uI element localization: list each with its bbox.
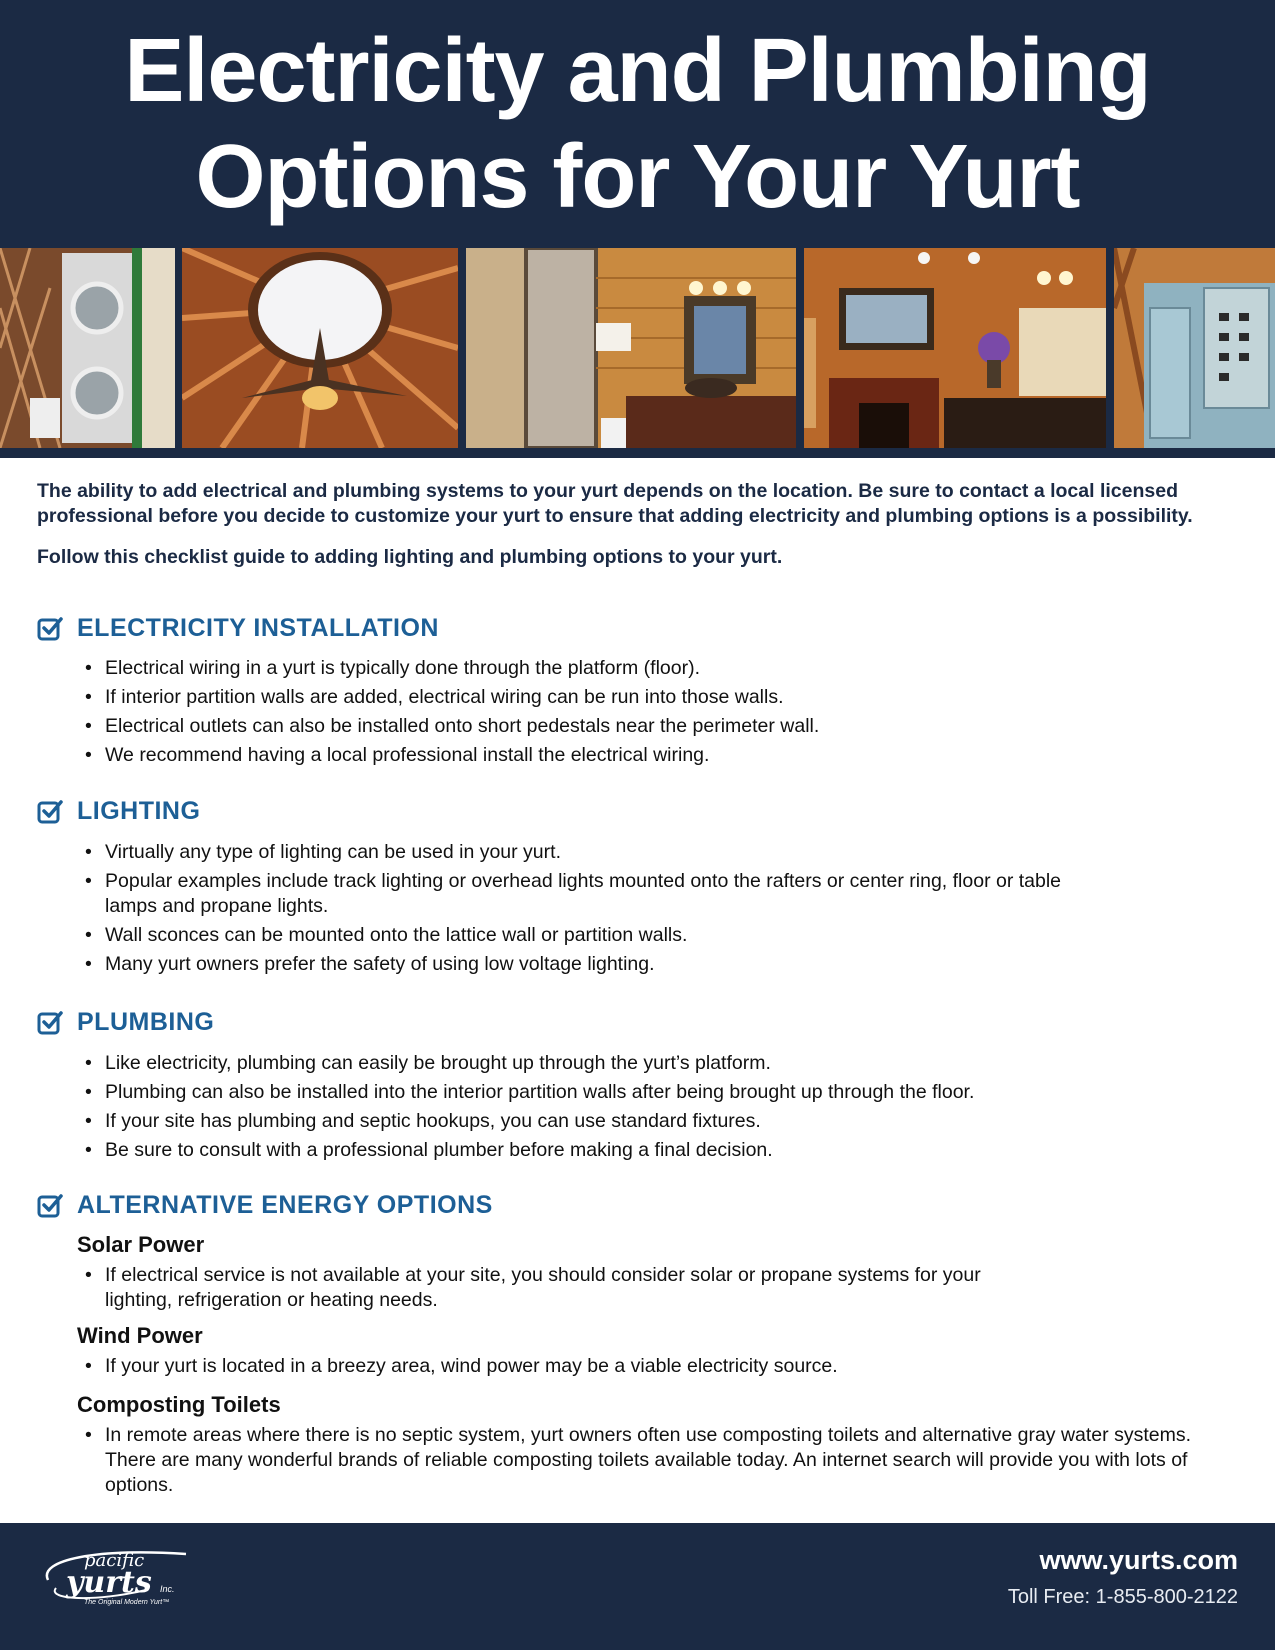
checkbox-checked-icon <box>37 1010 63 1036</box>
logo-text-inc: Inc. <box>160 1584 175 1594</box>
subheading-wind-power: Wind Power <box>77 1323 203 1348</box>
list-item: • If your yurt is located in a breezy area, wind power may be a viable electricity source. <box>80 1354 1180 1379</box>
toll-free-phone: Toll Free: 1-855-800-2122 <box>1007 1586 1238 1608</box>
section-heading-electricity <box>37 614 439 643</box>
intro-text <box>37 479 1242 586</box>
list-item: • Many yurt owners prefer the safety of using low voltage lighting. <box>80 952 1070 977</box>
section-title: ELECTRICITY INSTALLATION <box>77 614 439 642</box>
photo-ceiling-fan <box>182 248 458 448</box>
photo-electrical-panel <box>1114 248 1275 448</box>
title-line-1: Electricity and Plumbing <box>124 21 1151 121</box>
logo-text-yurts: yurts <box>66 1565 152 1600</box>
logo-text-pacific: pacific <box>84 1550 145 1571</box>
section-title: ALTERNATIVE ENERGY OPTIONS <box>77 1191 493 1219</box>
photo-bathroom <box>466 248 796 448</box>
checkbox-checked-icon <box>37 1193 63 1219</box>
photo-living-area <box>804 248 1106 448</box>
solar-list <box>80 1263 1040 1317</box>
pacific-yurts-logo <box>36 1540 196 1615</box>
title-line-2: Options for Your Yurt <box>195 127 1080 227</box>
subheading-composting-toilets: Composting Toilets <box>77 1392 281 1417</box>
photo-strip <box>0 248 1275 458</box>
list-item: • We recommend having a local professional install the electrical wiring. <box>80 743 1180 768</box>
section-title: PLUMBING <box>77 1008 215 1036</box>
list-item: • Be sure to consult with a professional plumber before making a final decision. <box>80 1138 1180 1163</box>
composting-list <box>80 1423 1245 1502</box>
list-item: • If electrical service is not available at your site, you should consider solar or propane systems for your lighting, refrigeration or heating needs. <box>80 1263 1040 1313</box>
section-heading-plumbing <box>37 1008 214 1037</box>
checkbox-checked-icon <box>37 616 63 642</box>
list-item: • Like electricity, plumbing can easily be brought up through the yurt’s platform. <box>80 1051 1180 1076</box>
list-item: • Plumbing can also be installed into the interior partition walls after being brought up through the floor. <box>80 1080 1180 1105</box>
list-item: • Electrical outlets can also be installed onto short pedestals near the perimeter wall. <box>80 714 1180 739</box>
intro-paragraph-1: The ability to add electrical and plumbing systems to your yurt depends on the location. Be sure to contact a local licensed professional before you decide to customize your yurt to ensure that adding electricity and plumbing options is a possibility. <box>37 480 1193 527</box>
list-item: • Electrical wiring in a yurt is typically done through the platform (floor). <box>80 656 1180 681</box>
subheading-solar-power: Solar Power <box>77 1232 205 1257</box>
plumbing-list <box>80 1051 1180 1167</box>
page-title <box>0 18 1275 230</box>
logo-tagline: The Original Modern Yurt™ <box>84 1599 170 1606</box>
electricity-list <box>80 656 1180 772</box>
photo-laundry <box>0 248 175 448</box>
list-item: • In remote areas where there is no septic system, yurt owners often use composting toilets and alternative gray water systems. There are many wonderful brands of reliable composting toilets available today. An internet search will provide you with lots of options. <box>80 1423 1245 1498</box>
list-item: • Wall sconces can be mounted onto the lattice wall or partition walls. <box>80 923 1070 948</box>
section-title: LIGHTING <box>77 797 201 825</box>
intro-paragraph-2: Follow this checklist guide to adding lighting and plumbing options to your yurt. <box>37 546 783 568</box>
photo-strip-divider <box>0 448 1275 458</box>
checkbox-checked-icon <box>37 799 63 825</box>
lighting-list <box>80 840 1070 981</box>
section-heading-lighting <box>37 797 200 826</box>
list-item: • Popular examples include track lighting or overhead lights mounted onto the rafters or center ring, floor or table lamps and propane lights. <box>80 869 1070 919</box>
list-item: • If interior partition walls are added, electrical wiring can be run into those walls. <box>80 685 1180 710</box>
section-heading-alternative-energy <box>37 1191 493 1220</box>
website-link[interactable]: www.yurts.com <box>1039 1545 1238 1575</box>
wind-list <box>80 1354 1180 1383</box>
list-item: • If your site has plumbing and septic hookups, you can use standard fixtures. <box>80 1109 1180 1134</box>
list-item: • Virtually any type of lighting can be used in your yurt. <box>80 840 1070 865</box>
